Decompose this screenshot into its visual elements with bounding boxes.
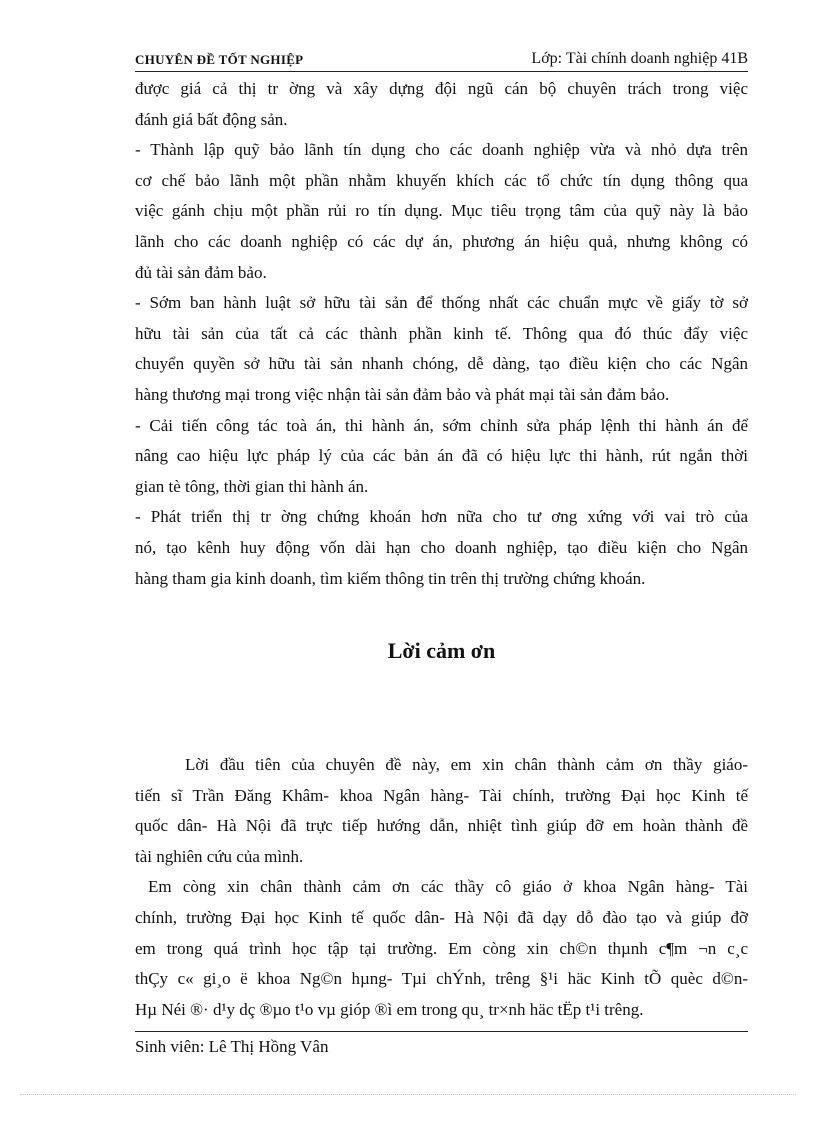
text-line: Lời đầu tiên của chuyên đề này, em xin chân thành cảm ơn thầy giáo- — [185, 755, 748, 774]
page-header — [135, 50, 748, 70]
text-line: việc gánh chịu một phần rủi ro tín dụng. Mục tiêu trọng tâm của quỹ này là bảo — [135, 201, 748, 221]
text-line: nó, tạo kênh huy động vốn dài hạn cho doanh nghiệp, tạo điều kiện cho Ngân — [135, 537, 748, 557]
text-line: chuyển quyền sở hữu tài sản nhanh chóng, dễ dàng, tạo điều kiện cho các Ngân — [135, 354, 748, 374]
text-line: đánh giá bất động sản. — [135, 109, 288, 129]
text-line: đủ tài sản đảm bảo. — [135, 262, 267, 282]
text-line: được giá cả thị tr ờng và xây dựng đội ngũ cán bộ chuyên trách trong việc — [135, 79, 748, 98]
text-line: - Sớm ban hành luật sở hữu tài sản để thống nhất các chuẩn mực về giấy tờ sở — [135, 293, 748, 313]
page-bottom-edge — [20, 1094, 796, 1095]
text-line: chính, trường Đại học Kinh tế quốc dân- Hà Nội đã dạy dỗ đào tạo và giúp đỡ — [135, 907, 748, 927]
header-rule — [135, 71, 748, 72]
text-line: em trong quá trình học tập tại trường. Em còng xin ch©n thµnh c¶m ¬n c¸c — [135, 938, 748, 958]
text-line: lãnh cho các doanh nghiệp có các dự án, phương án hiệu quả, nhưng không có — [135, 231, 748, 251]
text-line: Hµ Néi ®· d¹y dç ®µo t¹o vµ gióp ®ì em trong qu¸ tr×nh häc tËp t¹i trêng. — [135, 999, 644, 1019]
text-line: gian tè tông, thời gian thi hành án. — [135, 476, 369, 496]
signer-line: Sinh viên: Lê Thị Hồng Vân — [135, 1037, 329, 1056]
body-text — [135, 74, 748, 594]
text-line: thÇy c« gi¸o ë khoa Ng©n hµng- Tµi chÝnh, trêng §¹i häc Kinh tÕ quèc d©n- — [135, 969, 748, 989]
text-line: tài nghiên cứu của mình. — [135, 846, 304, 866]
text-line: hữu tài sản của tất cả các thành phần kinh tế. Thông qua đó thúc đẩy việc — [135, 323, 748, 343]
text-line: nâng cao hiệu lực pháp lý của các bản án đã có hiệu lực thi hành, rút ngắn thời — [135, 446, 748, 466]
text-line: quốc dân- Hà Nội đã trực tiếp hướng dẫn, nhiệt tình giúp đỡ em hoàn thành đề — [135, 816, 748, 836]
header-class: Lớp: Tài chính doanh nghiệp 41B — [531, 50, 748, 67]
footer-rule — [135, 1031, 748, 1032]
text-line: hàng thương mại trong việc nhận tài sản đảm bảo và phát mại tài sản đảm bảo. — [135, 384, 670, 404]
text-line: cơ chế bảo lãnh một phần nhằm khuyến khích các tổ chức tín dụng thông qua — [135, 170, 748, 190]
text-line: - Phát triển thị tr ờng chứng khoán hơn nữa cho tư ơng xứng với vai trò của — [135, 507, 748, 527]
text-line: - Cải tiến công tác toà án, thi hành án, sớm chỉnh sửa pháp lệnh thi hành án để — [135, 415, 748, 435]
text-line: Em còng xin chân thành cảm ơn các thầy cô giáo ở khoa Ngân hàng- Tài — [148, 877, 748, 897]
text-line: hàng tham gia kinh doanh, tìm kiếm thông tin trên thị trường chứng khoán. — [135, 568, 646, 588]
section-title: Lời cảm ơn — [387, 638, 496, 663]
text-line: - Thành lập quỹ bảo lãnh tín dụng cho các doanh nghiệp vừa và nhỏ dựa trên — [135, 140, 748, 160]
header-title: CHUYÊN ĐỀ TỐT NGHIỆP — [135, 52, 304, 67]
text-line: tiến sĩ Trần Đăng Khâm- khoa Ngân hàng- Tài chính, trường Đại học Kinh tế — [135, 785, 748, 805]
thanks-text — [135, 750, 748, 1025]
